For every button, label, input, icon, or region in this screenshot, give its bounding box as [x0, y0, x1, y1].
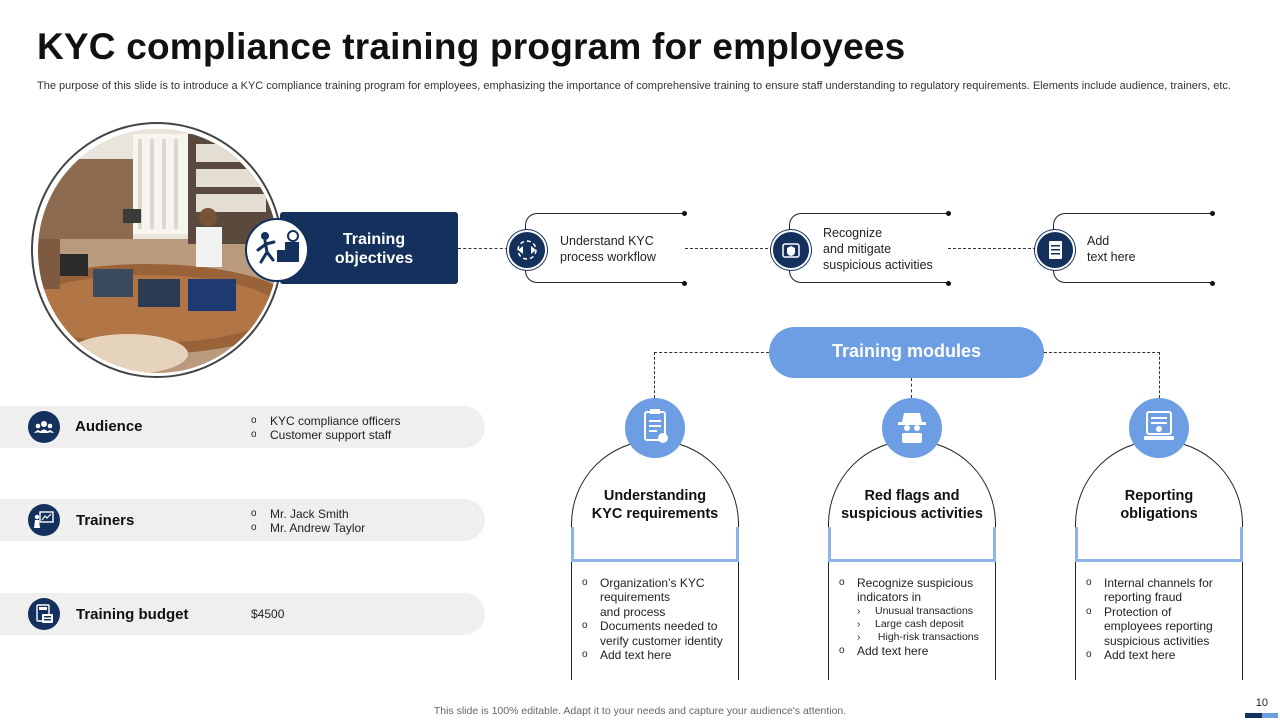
objective-1-line1: Understand KYC — [560, 234, 654, 248]
spy-icon — [882, 398, 942, 458]
module-separator — [1075, 559, 1243, 562]
list-item — [251, 507, 365, 521]
corner-accent — [1262, 713, 1278, 718]
page-subtitle: The purpose of this slide is to introduce a KYC compliance training program for employees, emphasizing the importance of comprehensive training to ensure staff understanding to regulatory requirements. Elements include audience, trainers, etc. — [37, 80, 1231, 92]
page-number: 10 — [1255, 697, 1268, 709]
item-line: requirements — [600, 590, 671, 605]
item-line: verify customer identity — [600, 633, 723, 648]
sub-bullet: › — [857, 605, 861, 617]
bracket-dot — [682, 281, 687, 286]
objective-2-line2: and mitigate — [823, 242, 892, 256]
item-line: Protection of — [1104, 604, 1172, 619]
budget-label: Training budget — [76, 606, 189, 623]
objectives-icon-circle — [245, 218, 309, 282]
meeting-photo — [38, 129, 278, 373]
sub-item-text: Large cash deposit — [875, 617, 964, 630]
list-item — [1086, 605, 1241, 648]
sub-item — [857, 605, 994, 618]
objectives-label-line2: objectives — [334, 250, 414, 267]
bracket-dot — [946, 281, 951, 286]
list-item — [1086, 648, 1241, 662]
sub-bullet: › — [857, 618, 861, 630]
training-modules-label: Training modules — [831, 341, 982, 361]
sub-item — [857, 618, 994, 631]
calculator-icon — [28, 598, 60, 630]
module-3-title-line1: Reporting — [1124, 488, 1194, 504]
bullet: o — [251, 415, 257, 426]
bullet: o — [839, 577, 845, 588]
bullet: o — [251, 522, 257, 533]
connector — [685, 248, 773, 249]
sub-bullet: › — [857, 631, 861, 643]
connector — [1044, 352, 1160, 353]
objective-item-2 — [823, 225, 933, 273]
module-1-list — [582, 576, 737, 662]
clipboard-icon — [625, 398, 685, 458]
sub-item-text: Unusual transactions — [875, 604, 974, 617]
bracket-dot — [1210, 211, 1215, 216]
list-item — [582, 576, 737, 619]
item-line: Organization’s KYC — [600, 576, 705, 590]
module-1-title — [571, 487, 739, 523]
list-item — [251, 521, 365, 535]
module-separator — [1075, 527, 1243, 561]
bullet: o — [1086, 649, 1092, 661]
list-item — [251, 414, 401, 428]
item-line: suspicious activities — [1104, 633, 1210, 648]
budget-bar — [0, 593, 485, 635]
objective-1-line2: process workflow — [560, 250, 656, 264]
bullet: o — [1086, 605, 1092, 617]
bracket-dot — [682, 211, 687, 216]
bullet: o — [839, 644, 845, 656]
bullet: o — [251, 429, 257, 440]
trainer-icon — [28, 504, 60, 536]
item-line: Recognize suspicious — [857, 576, 974, 590]
item-line: Add text here — [857, 643, 929, 658]
page-title: KYC compliance training program for employees — [37, 26, 906, 67]
item-line: Add text here — [1104, 648, 1176, 663]
list-item — [582, 619, 737, 648]
list-item — [839, 576, 994, 605]
objective-3-line1: Add — [1087, 234, 1110, 248]
connector — [1159, 352, 1160, 398]
audience-list — [251, 414, 401, 442]
footer-note: This slide is 100% editable. Adapt it to your needs and capture your audience's attention. — [433, 705, 847, 717]
module-separator — [828, 527, 996, 561]
bullet: o — [251, 508, 257, 519]
goal-climb-icon — [247, 220, 307, 280]
shield-icon — [771, 230, 811, 270]
workflow-icon — [507, 230, 547, 270]
objective-2-line3: suspicious activities — [823, 258, 933, 272]
item-text: Mr. Andrew Taylor — [270, 521, 366, 535]
audience-bar — [0, 406, 485, 448]
list-item — [251, 428, 401, 442]
module-3-title-line2: obligations — [1120, 506, 1198, 522]
module-2-title-line2: suspicious activities — [841, 506, 983, 522]
audience-label: Audience — [75, 418, 143, 435]
bullet: o — [582, 620, 588, 632]
item-text: Customer support staff — [270, 428, 392, 442]
item-text: KYC compliance officers — [270, 414, 401, 428]
sub-item — [857, 631, 994, 644]
item-line: employees reporting — [1104, 619, 1213, 634]
module-separator — [571, 527, 739, 561]
objectives-label-line1: Training — [342, 231, 406, 248]
objective-item-1 — [560, 233, 656, 265]
training-objectives-label — [314, 230, 434, 268]
module-2-title-line1: Red flags and — [864, 488, 960, 504]
item-line: and process — [600, 604, 666, 619]
connector — [948, 248, 1036, 249]
list-item — [1086, 576, 1241, 605]
trainers-label: Trainers — [76, 512, 135, 529]
people-icon — [28, 411, 60, 443]
budget-value: $4500 — [251, 607, 285, 621]
trainers-bar — [0, 499, 485, 541]
trainers-list — [251, 507, 365, 535]
bullet: o — [582, 577, 588, 588]
bracket-dot — [946, 211, 951, 216]
bullet: o — [582, 649, 588, 661]
item-text: Mr. Jack Smith — [270, 507, 349, 521]
bullet: o — [1086, 577, 1092, 588]
connector — [654, 352, 769, 353]
module-2-list — [839, 576, 994, 658]
connector — [458, 248, 508, 249]
sub-item-text: High-risk transactions — [875, 630, 979, 643]
document-icon — [1035, 230, 1075, 270]
list-item — [582, 648, 737, 662]
item-line: indicators in — [857, 590, 922, 605]
connector — [911, 378, 912, 398]
sub-list — [839, 605, 994, 644]
module-3-title — [1075, 487, 1243, 523]
item-line: Add text here — [600, 648, 672, 663]
bracket-dot — [1210, 281, 1215, 286]
item-line: Documents needed to — [600, 619, 718, 634]
objective-2-line1: Recognize — [823, 226, 883, 240]
objective-3-line2: text here — [1087, 250, 1136, 264]
module-separator — [828, 559, 996, 562]
module-1-title-line1: Understanding — [603, 488, 707, 504]
module-2-title — [828, 487, 996, 523]
connector — [654, 352, 655, 398]
module-1-title-line2: KYC requirements — [591, 506, 719, 522]
report-icon — [1129, 398, 1189, 458]
item-line: reporting fraud — [1104, 590, 1183, 605]
list-item — [839, 644, 994, 658]
objective-item-3 — [1087, 233, 1136, 265]
module-separator — [571, 559, 739, 562]
item-line: Internal channels for — [1104, 576, 1213, 590]
module-3-list — [1086, 576, 1241, 662]
